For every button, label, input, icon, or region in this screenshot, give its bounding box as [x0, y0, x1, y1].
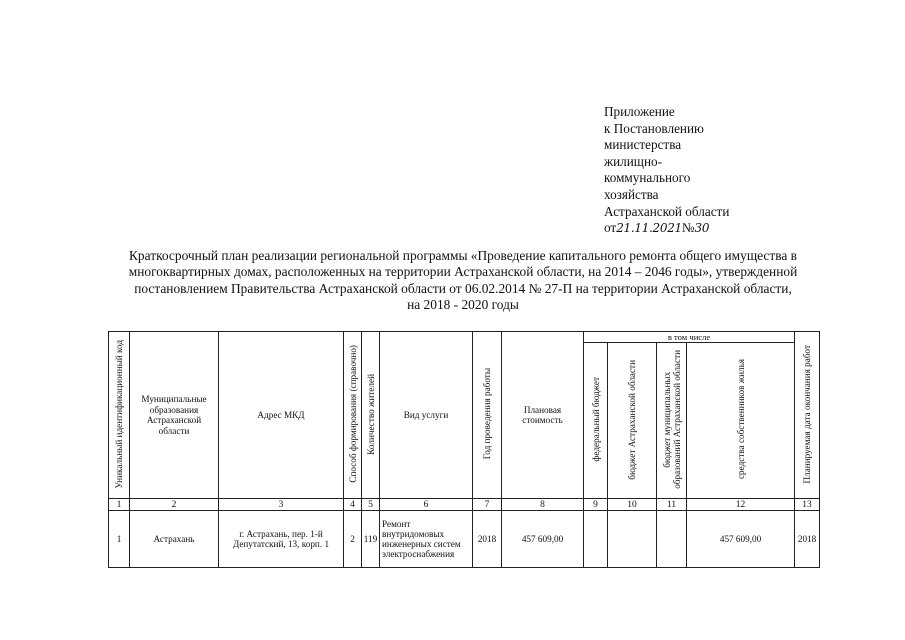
cell-year: 2018	[473, 511, 502, 568]
appendix-line: хозяйства	[604, 186, 659, 202]
column-number: 3	[219, 499, 344, 511]
header-owners: средства собственников жилья	[687, 343, 795, 499]
cell-owners: 457 609,00	[687, 511, 795, 568]
appendix-line: жилищно-	[604, 153, 663, 169]
column-number: 9	[584, 499, 608, 511]
date-prefix: от	[604, 220, 617, 236]
column-number-row	[109, 499, 820, 511]
table-row	[109, 511, 820, 568]
document-title	[98, 248, 828, 314]
cell-method: 2	[344, 511, 362, 568]
column-number: 2	[130, 499, 219, 511]
header-regional: бюджет Астраханской области	[608, 343, 657, 499]
cell-municipality: Астрахань	[130, 511, 219, 568]
header-method: Способ формирования (справочно)	[344, 332, 362, 499]
appendix-date-line	[604, 220, 754, 237]
appendix-line: коммунального	[604, 170, 691, 186]
cell-municipal	[657, 511, 687, 568]
column-number: 10	[608, 499, 657, 511]
cell-cost: 457 609,00	[502, 511, 584, 568]
cell-end-date: 2018	[795, 511, 820, 568]
cell-federal	[584, 511, 608, 568]
appendix-line: Астраханской области	[604, 203, 730, 219]
appendix-block	[604, 104, 754, 237]
column-number: 1	[109, 499, 130, 511]
header-cost: Плановая стоимость	[502, 332, 584, 499]
header-code: Уникальный идентификационный код	[109, 332, 130, 499]
header-service: Вид услуги	[380, 332, 473, 499]
appendix-line: министерства	[604, 137, 682, 153]
header-group-including: в том числе	[584, 332, 795, 343]
title-line: постановлением Правительства Астраханской области от 06.02.2014 № 27-П на территории Астраханской области,	[134, 280, 792, 296]
appendix-line: Приложение	[604, 104, 675, 119]
cell-regional	[608, 511, 657, 568]
column-number: 11	[657, 499, 687, 511]
number-prefix: №	[681, 220, 695, 236]
header-federal: федеральный бюджет	[584, 343, 608, 499]
cell-code: 1	[109, 511, 130, 568]
header-row	[109, 332, 820, 343]
column-number: 8	[502, 499, 584, 511]
column-number: 7	[473, 499, 502, 511]
column-number: 5	[362, 499, 380, 511]
title-line: Краткосрочный план реализации региональной программы «Проведение капитального ремонта общего имущества в	[129, 248, 797, 263]
header-year: Год проведения работы	[473, 332, 502, 499]
header-address: Адрес МКД	[219, 332, 344, 499]
cell-address: г. Астрахань, пер. 1-й Депутатский, 13, корп. 1	[219, 511, 344, 568]
header-municipality: Муниципальные образования Астраханской области	[130, 332, 219, 499]
cell-service: Ремонт внутридомовых инженерных систем электроснабжения	[380, 511, 473, 568]
title-line: на 2018 - 2020 годы	[407, 297, 519, 313]
column-number: 6	[380, 499, 473, 511]
column-number: 12	[687, 499, 795, 511]
header-municipal: бюджет муниципальных образований Астраханской области	[657, 343, 687, 499]
handwritten-number: 30	[694, 221, 710, 236]
column-number: 13	[795, 499, 820, 511]
column-number: 4	[344, 499, 362, 511]
header-residents: Количество жителей	[362, 332, 380, 499]
header-end-date: Планируемая дата окончания работ	[795, 332, 820, 499]
appendix-line: к Постановлению	[604, 120, 704, 136]
cell-residents: 119	[362, 511, 380, 568]
plan-table	[108, 331, 820, 568]
handwritten-date: 21.11.2021	[616, 221, 682, 236]
title-line: многоквартирных домах, расположенных на территории Астраханской области, на 2014 – 2046 годы», утвержденной	[128, 264, 798, 280]
